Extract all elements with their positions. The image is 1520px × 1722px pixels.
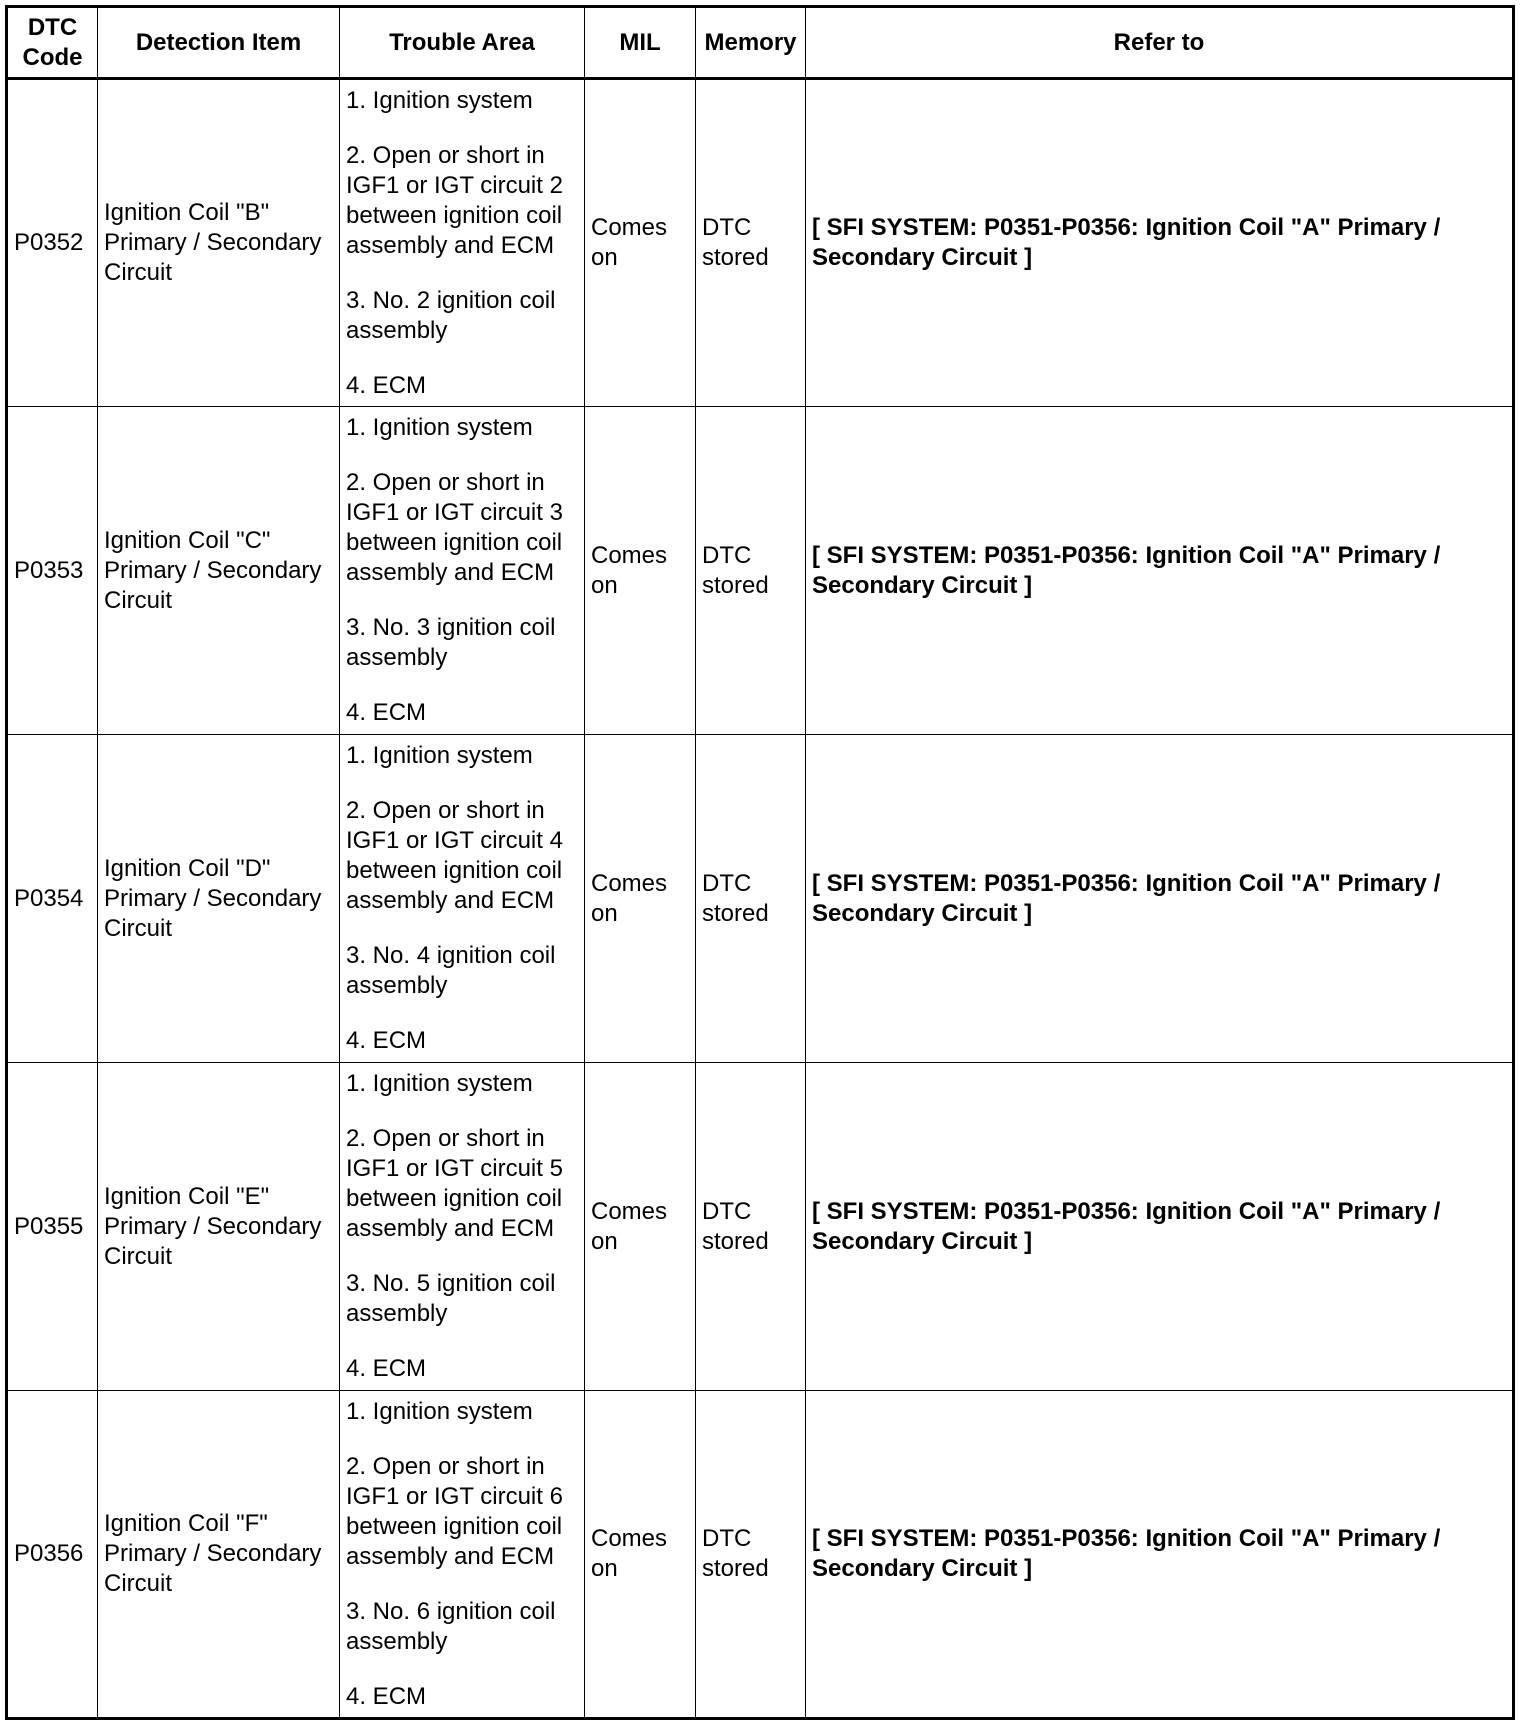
trouble-area-item: 2. Open or short in IGF1 or IGT circuit 3 between ignition coil assembly and ECM <box>346 469 563 586</box>
refer-to-link[interactable]: [ SFI SYSTEM: P0351-P0356: Ignition Coil "A" Primary / Secondary Circuit ] <box>806 79 1514 407</box>
table-row <box>7 407 1514 735</box>
trouble-area-item: 4. ECM <box>346 699 427 726</box>
table-body <box>7 79 1514 1719</box>
memory-cell: DTC stored <box>696 79 806 407</box>
header-memory: Memory <box>696 7 806 79</box>
dtc-code-cell: P0353 <box>7 407 98 735</box>
memory-cell: DTC stored <box>696 1391 806 1719</box>
trouble-area-item: 4. ECM <box>346 371 427 399</box>
trouble-area-item: 4. ECM <box>346 1027 427 1054</box>
mil-cell: Comes on <box>585 79 696 407</box>
table-row <box>7 1391 1514 1719</box>
trouble-area-cell <box>340 1391 585 1719</box>
memory-cell: DTC stored <box>696 407 806 735</box>
trouble-area-cell <box>340 79 585 407</box>
header-mil: MIL <box>585 7 696 79</box>
trouble-area-item: 1. Ignition system <box>346 1070 533 1097</box>
trouble-area-item: 3. No. 4 ignition coil assembly <box>346 942 556 999</box>
refer-to-link[interactable]: [ SFI SYSTEM: P0351-P0356: Ignition Coil "A" Primary / Secondary Circuit ] <box>806 735 1514 1063</box>
trouble-area-item: 1. Ignition system <box>346 414 533 441</box>
trouble-area-item: 4. ECM <box>346 1355 427 1382</box>
header-row <box>7 7 1514 79</box>
refer-to-link[interactable]: [ SFI SYSTEM: P0351-P0356: Ignition Coil "A" Primary / Secondary Circuit ] <box>806 1391 1514 1719</box>
trouble-area-item: 3. No. 6 ignition coil assembly <box>346 1597 556 1655</box>
mil-cell: Comes on <box>585 735 696 1063</box>
trouble-area-item: 3. No. 3 ignition coil assembly <box>346 614 556 671</box>
trouble-area-item: 3. No. 2 ignition coil assembly <box>346 286 556 344</box>
trouble-area-cell <box>340 407 585 735</box>
refer-to-link[interactable]: [ SFI SYSTEM: P0351-P0356: Ignition Coil "A" Primary / Secondary Circuit ] <box>806 407 1514 735</box>
table-row <box>7 735 1514 1063</box>
header-detection-item: Detection Item <box>98 7 340 79</box>
memory-cell: DTC stored <box>696 735 806 1063</box>
header-dtc-code: DTC Code <box>7 7 98 79</box>
dtc-code-cell: P0356 <box>7 1391 98 1719</box>
dtc-code-cell: P0355 <box>7 1063 98 1391</box>
trouble-area-item: 4. ECM <box>346 1682 427 1710</box>
trouble-area-item: 1. Ignition system <box>346 86 533 114</box>
mil-cell: Comes on <box>585 1063 696 1391</box>
table-row <box>7 1063 1514 1391</box>
trouble-area-cell <box>340 735 585 1063</box>
trouble-area-item: 2. Open or short in IGF1 or IGT circuit 5 between ignition coil assembly and ECM <box>346 1125 563 1242</box>
header-trouble-area: Trouble Area <box>340 7 585 79</box>
refer-to-link[interactable]: [ SFI SYSTEM: P0351-P0356: Ignition Coil "A" Primary / Secondary Circuit ] <box>806 1063 1514 1391</box>
trouble-area-item: 2. Open or short in IGF1 or IGT circuit 4 between ignition coil assembly and ECM <box>346 797 563 914</box>
detection-item-cell: Ignition Coil "B" Primary / Secondary Circuit <box>98 79 340 407</box>
table-header <box>7 7 1514 79</box>
memory-cell: DTC stored <box>696 1063 806 1391</box>
header-refer-to: Refer to <box>806 7 1514 79</box>
trouble-area-item: 1. Ignition system <box>346 1397 533 1425</box>
detection-item-cell: Ignition Coil "E" Primary / Secondary Circuit <box>98 1063 340 1391</box>
mil-cell: Comes on <box>585 1391 696 1719</box>
trouble-area-cell <box>340 1063 585 1391</box>
mil-cell: Comes on <box>585 407 696 735</box>
detection-item-cell: Ignition Coil "F" Primary / Secondary Circuit <box>98 1391 340 1719</box>
dtc-code-cell: P0354 <box>7 735 98 1063</box>
trouble-area-item: 2. Open or short in IGF1 or IGT circuit 6 between ignition coil assembly and ECM <box>346 1452 563 1570</box>
detection-item-cell: Ignition Coil "C" Primary / Secondary Circuit <box>98 407 340 735</box>
trouble-area-item: 2. Open or short in IGF1 or IGT circuit 2 between ignition coil assembly and ECM <box>346 141 563 259</box>
trouble-area-item: 1. Ignition system <box>346 742 533 769</box>
dtc-table <box>5 5 1515 1720</box>
table-row <box>7 79 1514 407</box>
dtc-code-cell: P0352 <box>7 79 98 407</box>
detection-item-cell: Ignition Coil "D" Primary / Secondary Circuit <box>98 735 340 1063</box>
trouble-area-item: 3. No. 5 ignition coil assembly <box>346 1270 556 1327</box>
